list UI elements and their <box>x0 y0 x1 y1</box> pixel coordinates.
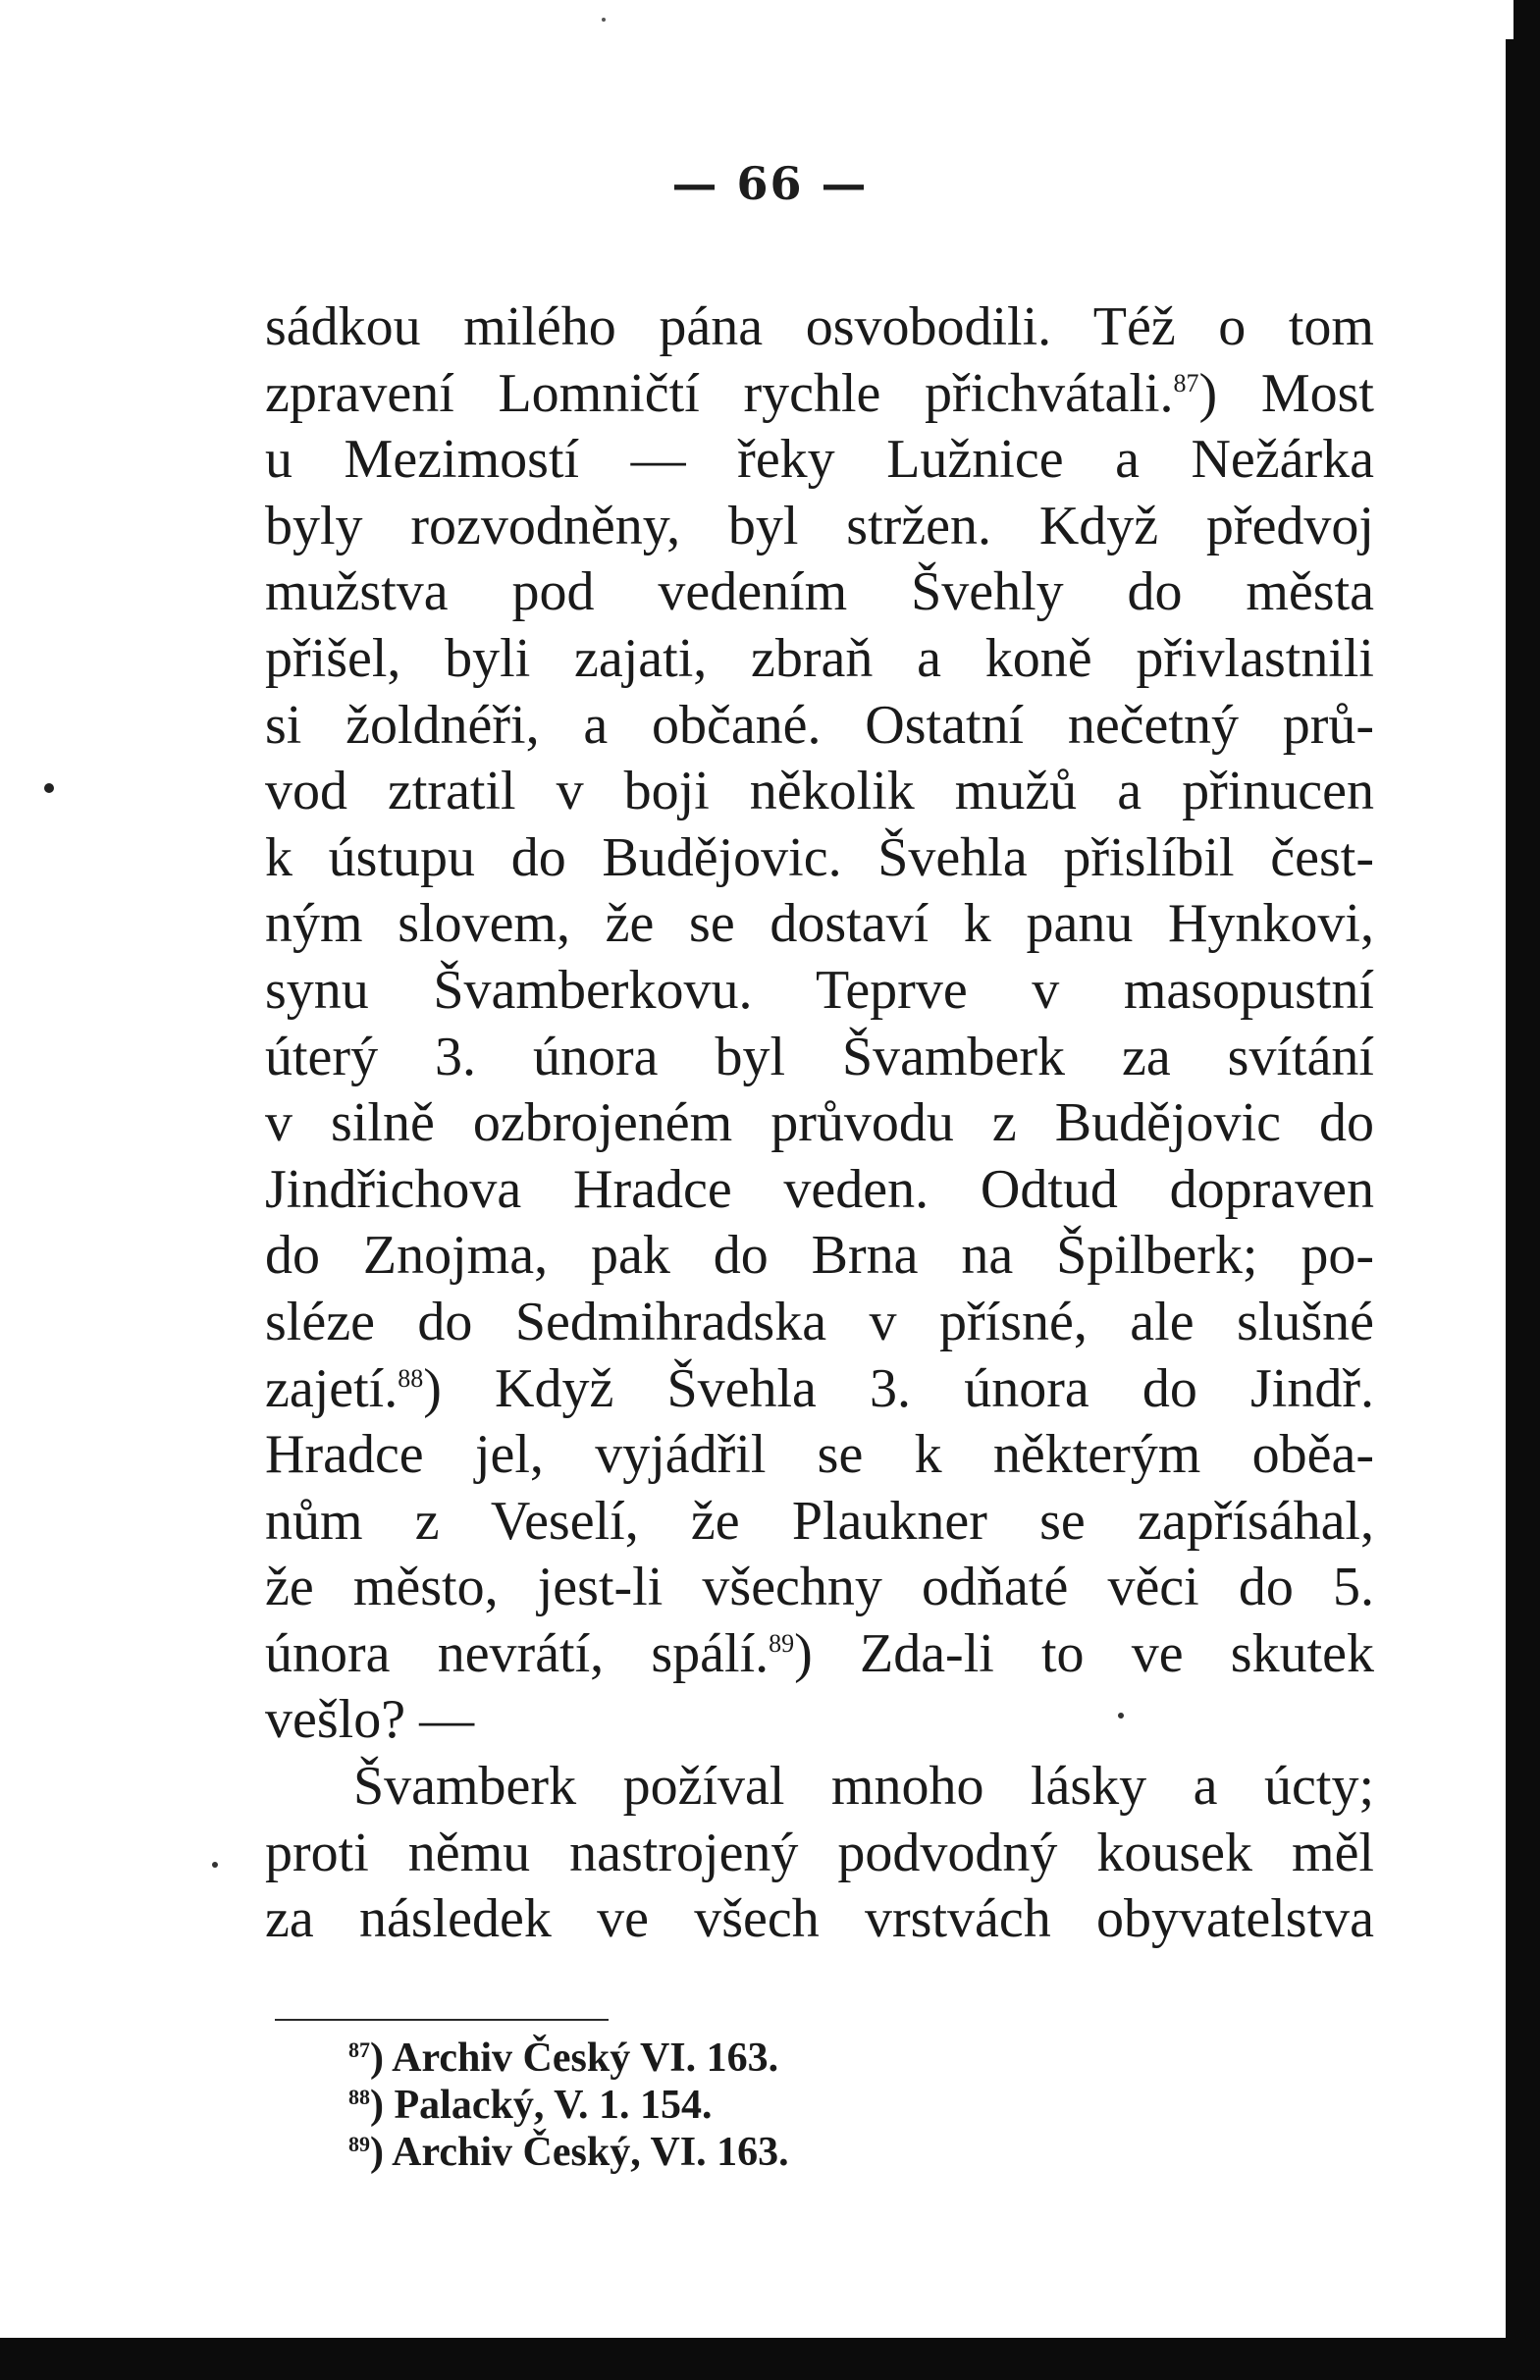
line-text: Most <box>1260 362 1374 424</box>
text-line: že město, jest-li všechny odňaté věci do 5. <box>265 1557 1374 1618</box>
text-line: mužstva pod vedením Švehly do města <box>265 561 1374 623</box>
page-number: — 66 — <box>671 157 869 210</box>
text-line: Švamberk požíval mnoho lásky a úcty; <box>353 1756 1374 1818</box>
text-line: února nevrátí, spálí.$^{89}$) Zda-li to ve skutek <box>265 1622 1375 1684</box>
footnote: $^{87}$) Archiv Český VI. 163. <box>348 2036 779 2081</box>
text-line: Jindřichova Hradce veden. Odtud dopraven <box>265 1158 1374 1220</box>
footnote-text: Archiv Český VI. 163. <box>392 2036 779 2081</box>
text-line: proti němu nastrojený podvodný kousek měl <box>265 1822 1374 1883</box>
footnote-divider <box>275 2019 609 2021</box>
text-line: sléze do Sedmihradska v přísné, ale slušné <box>265 1291 1374 1352</box>
footnote: $^{88}$) Palacký, V. 1. 154. <box>348 2083 713 2128</box>
footnote: $^{89}$) Archiv Český, VI. 163. <box>348 2130 789 2175</box>
footnote-ref: 87 <box>1173 368 1199 397</box>
text-line: nům z Veselí, že Plaukner se zapřísáhal, <box>265 1490 1374 1552</box>
text-line: v silně ozbrojeném průvodu z Budějovic do <box>265 1092 1374 1154</box>
line-text: Zda-li to ve skutek <box>859 1622 1375 1684</box>
footnote-number: 88 <box>348 2085 370 2109</box>
text-line: k ústupu do Budějovic. Švehla přislíbil čest- <box>265 826 1374 888</box>
line-text: zajetí. <box>265 1357 398 1419</box>
text-line: u Mezimostí — řeky Lužnice a Nežárka <box>265 429 1374 491</box>
text-line: vešlo? — <box>265 1689 475 1751</box>
text-line: vod ztratil v boji několik mužů a přinucen <box>265 761 1374 822</box>
body-text <box>265 294 1374 1953</box>
footnotes <box>348 2035 789 2176</box>
scan-border-right <box>1506 39 1540 2380</box>
line-text: zpravení Lomničtí rychle přichvátali. <box>265 362 1174 424</box>
text-line: přišel, byli zajati, zbraň a koně přivlastnili <box>265 627 1374 689</box>
line-text: Když Švehla 3. února do Jindř. <box>495 1357 1374 1419</box>
text-line: za následek ve všech vrstvách obyvatelstva <box>265 1888 1374 1950</box>
footnote-ref: 89 <box>769 1628 795 1658</box>
text-line: zajetí.$^{88}$) Když Švehla 3. února do Jindř. <box>265 1357 1374 1419</box>
text-line: sádkou milého pána osvobodili. Též o tom <box>265 296 1374 357</box>
text-line: ným slovem, že se dostaví k panu Hynkovi, <box>265 893 1374 955</box>
footnote-text: Palacký, V. 1. 154. <box>394 2083 713 2128</box>
footnote-number: 87 <box>348 2037 370 2062</box>
text-line: synu Švamberkovu. Teprve v masopustní <box>265 959 1374 1021</box>
scan-border-bottom <box>0 2338 1540 2380</box>
footnote-number: 89 <box>348 2132 370 2156</box>
text-line: zpravení Lomničtí rychle přichvátali.$^{87}$) Most <box>265 362 1374 424</box>
text-line: Hradce jel, vyjádřil se k některým oběa- <box>265 1424 1374 1486</box>
footnote-ref: 88 <box>398 1363 424 1393</box>
text-line: byly rozvodněny, byl stržen. Když předvoj <box>265 495 1374 556</box>
line-text: února nevrátí, spálí. <box>265 1622 770 1684</box>
text-line: do Znojma, pak do Brna na Špilberk; po- <box>265 1225 1374 1287</box>
footnote-text: Archiv Český, VI. 163. <box>392 2130 789 2175</box>
text-line: si žoldnéři, a občané. Ostatní nečetný prů- <box>265 694 1374 756</box>
text-line: úterý 3. února byl Švamberk za svítání <box>265 1026 1374 1087</box>
